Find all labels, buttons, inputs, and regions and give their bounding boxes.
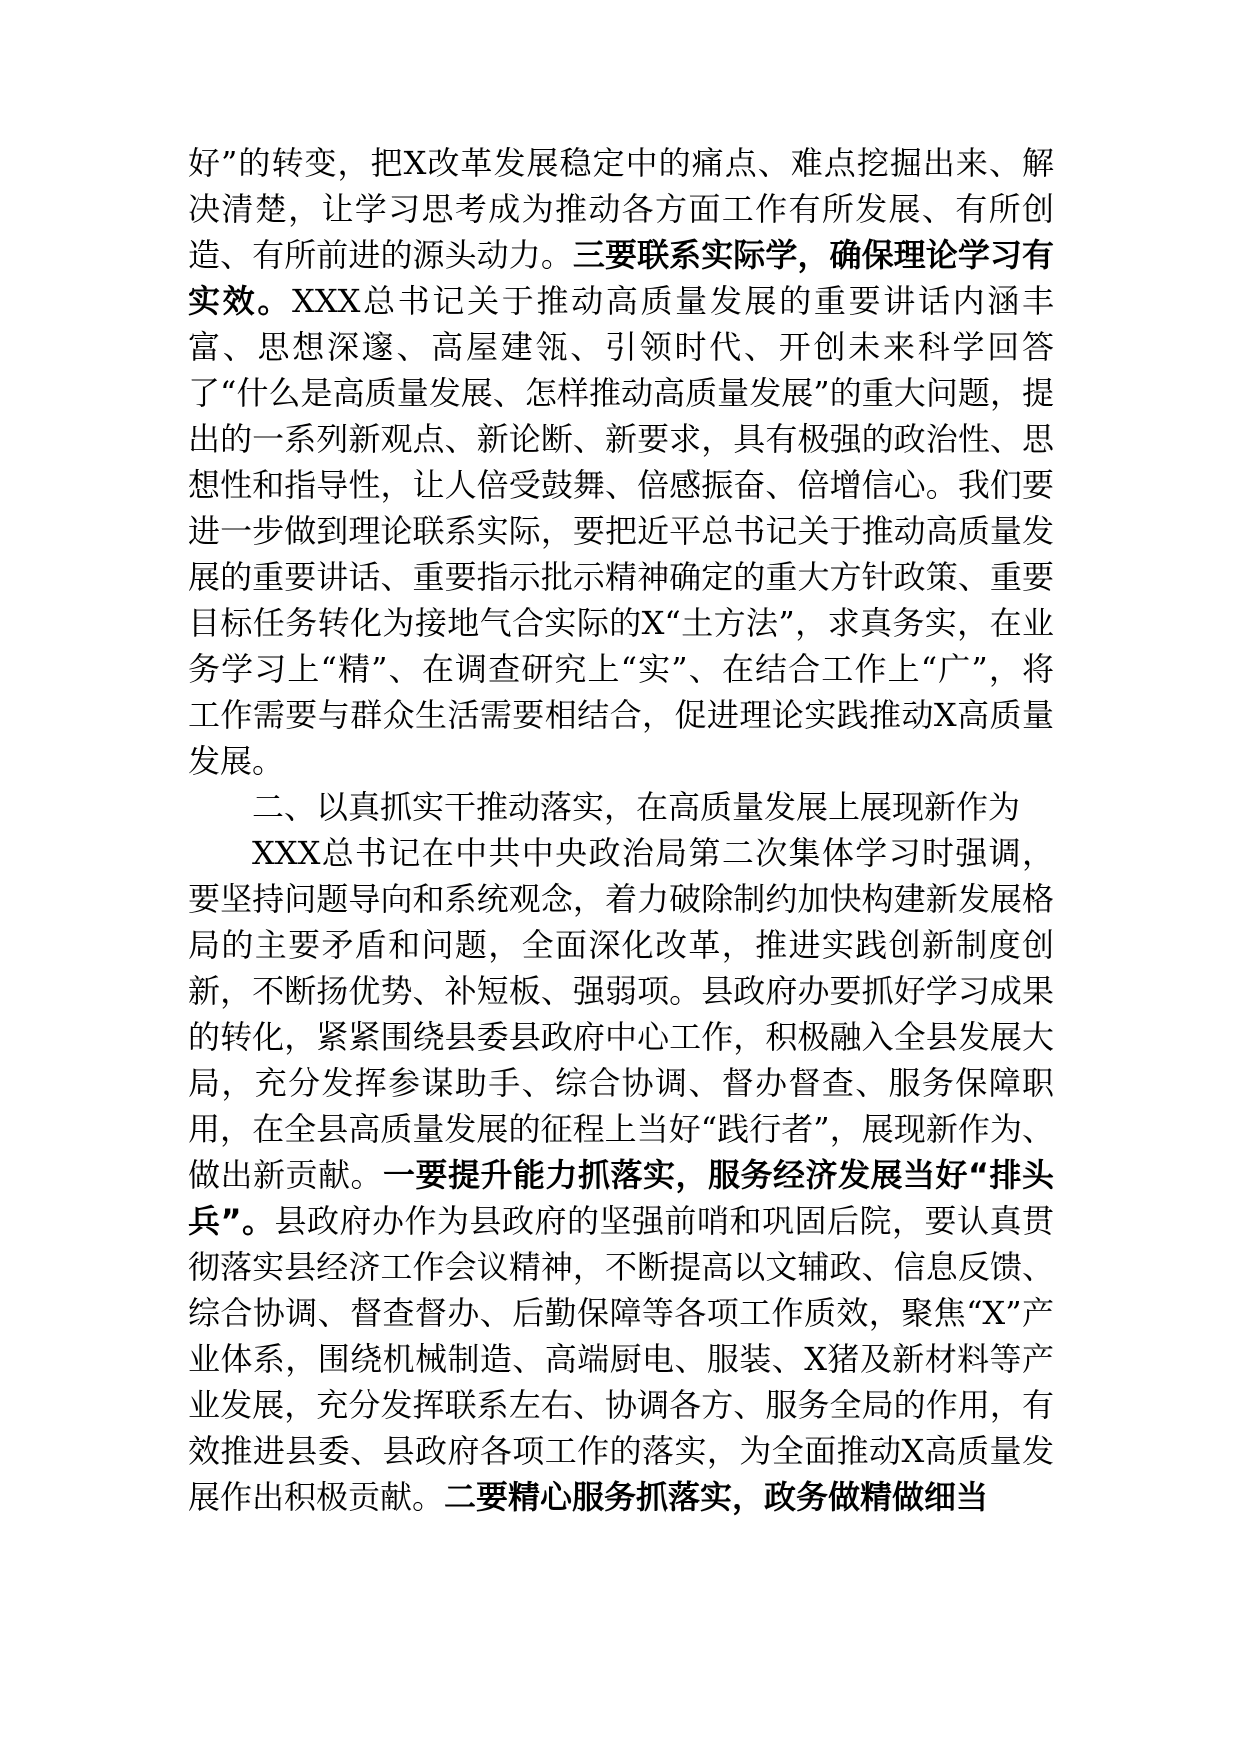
paragraph-study-practice — [188, 140, 1054, 784]
bold-heading-point-three: 三要联系实际学，确保理论学习有实效。 — [188, 236, 1054, 320]
paragraph-text: XXX总书记关于推动高质量发展的重要讲话内涵丰富、思想深邃、高屋建瓴、引领时代、开创未来科学回答了“什么是高质量发展、怎样推动高质量发展”的重大问题，提出的一系列新观点、新论断、新要求，具有极强的政治性、思想性和指导性，让人倍受鼓舞、倍感振奋、倍增信心。我们要进一步做到理论联系实际，要把近平总书记关于推动高质量发展的重要讲话、重要指示批示精神确定的重大方针政策、重要目标任务转化为接地气合实际的X“土方法”，求真务实，在业务学习上“精”、在调查研究上“实”、在结合工作上“广”，将工作需要与群众生活需要相结合，促进理论实践推动X高质量发展。 — [188, 282, 1054, 780]
paragraph-text: 好”的转变，把X改革发展稳定中的痛点、难点挖掘出来、解决清楚，让学习思考成为推动各方面工作有所发展、有所创造、有所前进的源头动力。 — [188, 144, 1054, 274]
paragraph-text: 县政府办作为县政府的坚强前哨和巩固后院，要认真贯彻落实县经济工作会议精神，不断提高以文辅政、信息反馈、综合协调、督查督办、后勤保障等各项工作质效，聚焦“X”产业体系，围绕机械制造、高端厨电、服装、X猪及新材料等产业发展，充分发挥联系左右、协调各方、服务全局的作用，有效推进县委、县政府各项工作的落实，为全面推动X高质量发展作出积极贡献。 — [188, 1202, 1054, 1516]
bold-heading-point-two: 二要精心服务抓落实，政务做精做细当 — [444, 1478, 989, 1516]
document-page — [188, 140, 1054, 1520]
section-heading-text: 二、以真抓实干推动落实，在高质量发展上展现新作为 — [252, 788, 1021, 826]
paragraph-implementation — [188, 830, 1054, 1520]
section-heading-two — [188, 784, 1054, 830]
paragraph-text: XXX总书记在中共中央政治局第二次集体学习时强调，要坚持问题导向和系统观念，着力破除制约加快构建新发展格局的主要矛盾和问题，全面深化改革，推进实践创新制度创新，不断扬优势、补短板、强弱项。县政府办要抓好学习成果的转化，紧紧围绕县委县政府中心工作，积极融入全县发展大局，充分发挥参谋助手、综合协调、督办督查、服务保障职用，在全县高质量发展的征程上当好“践行者”，展现新作为、做出新贡献。 — [188, 834, 1054, 1194]
bold-heading-point-one: 一要提升能力抓落实，服务经济发展当好“排头兵”。 — [188, 1156, 1054, 1240]
